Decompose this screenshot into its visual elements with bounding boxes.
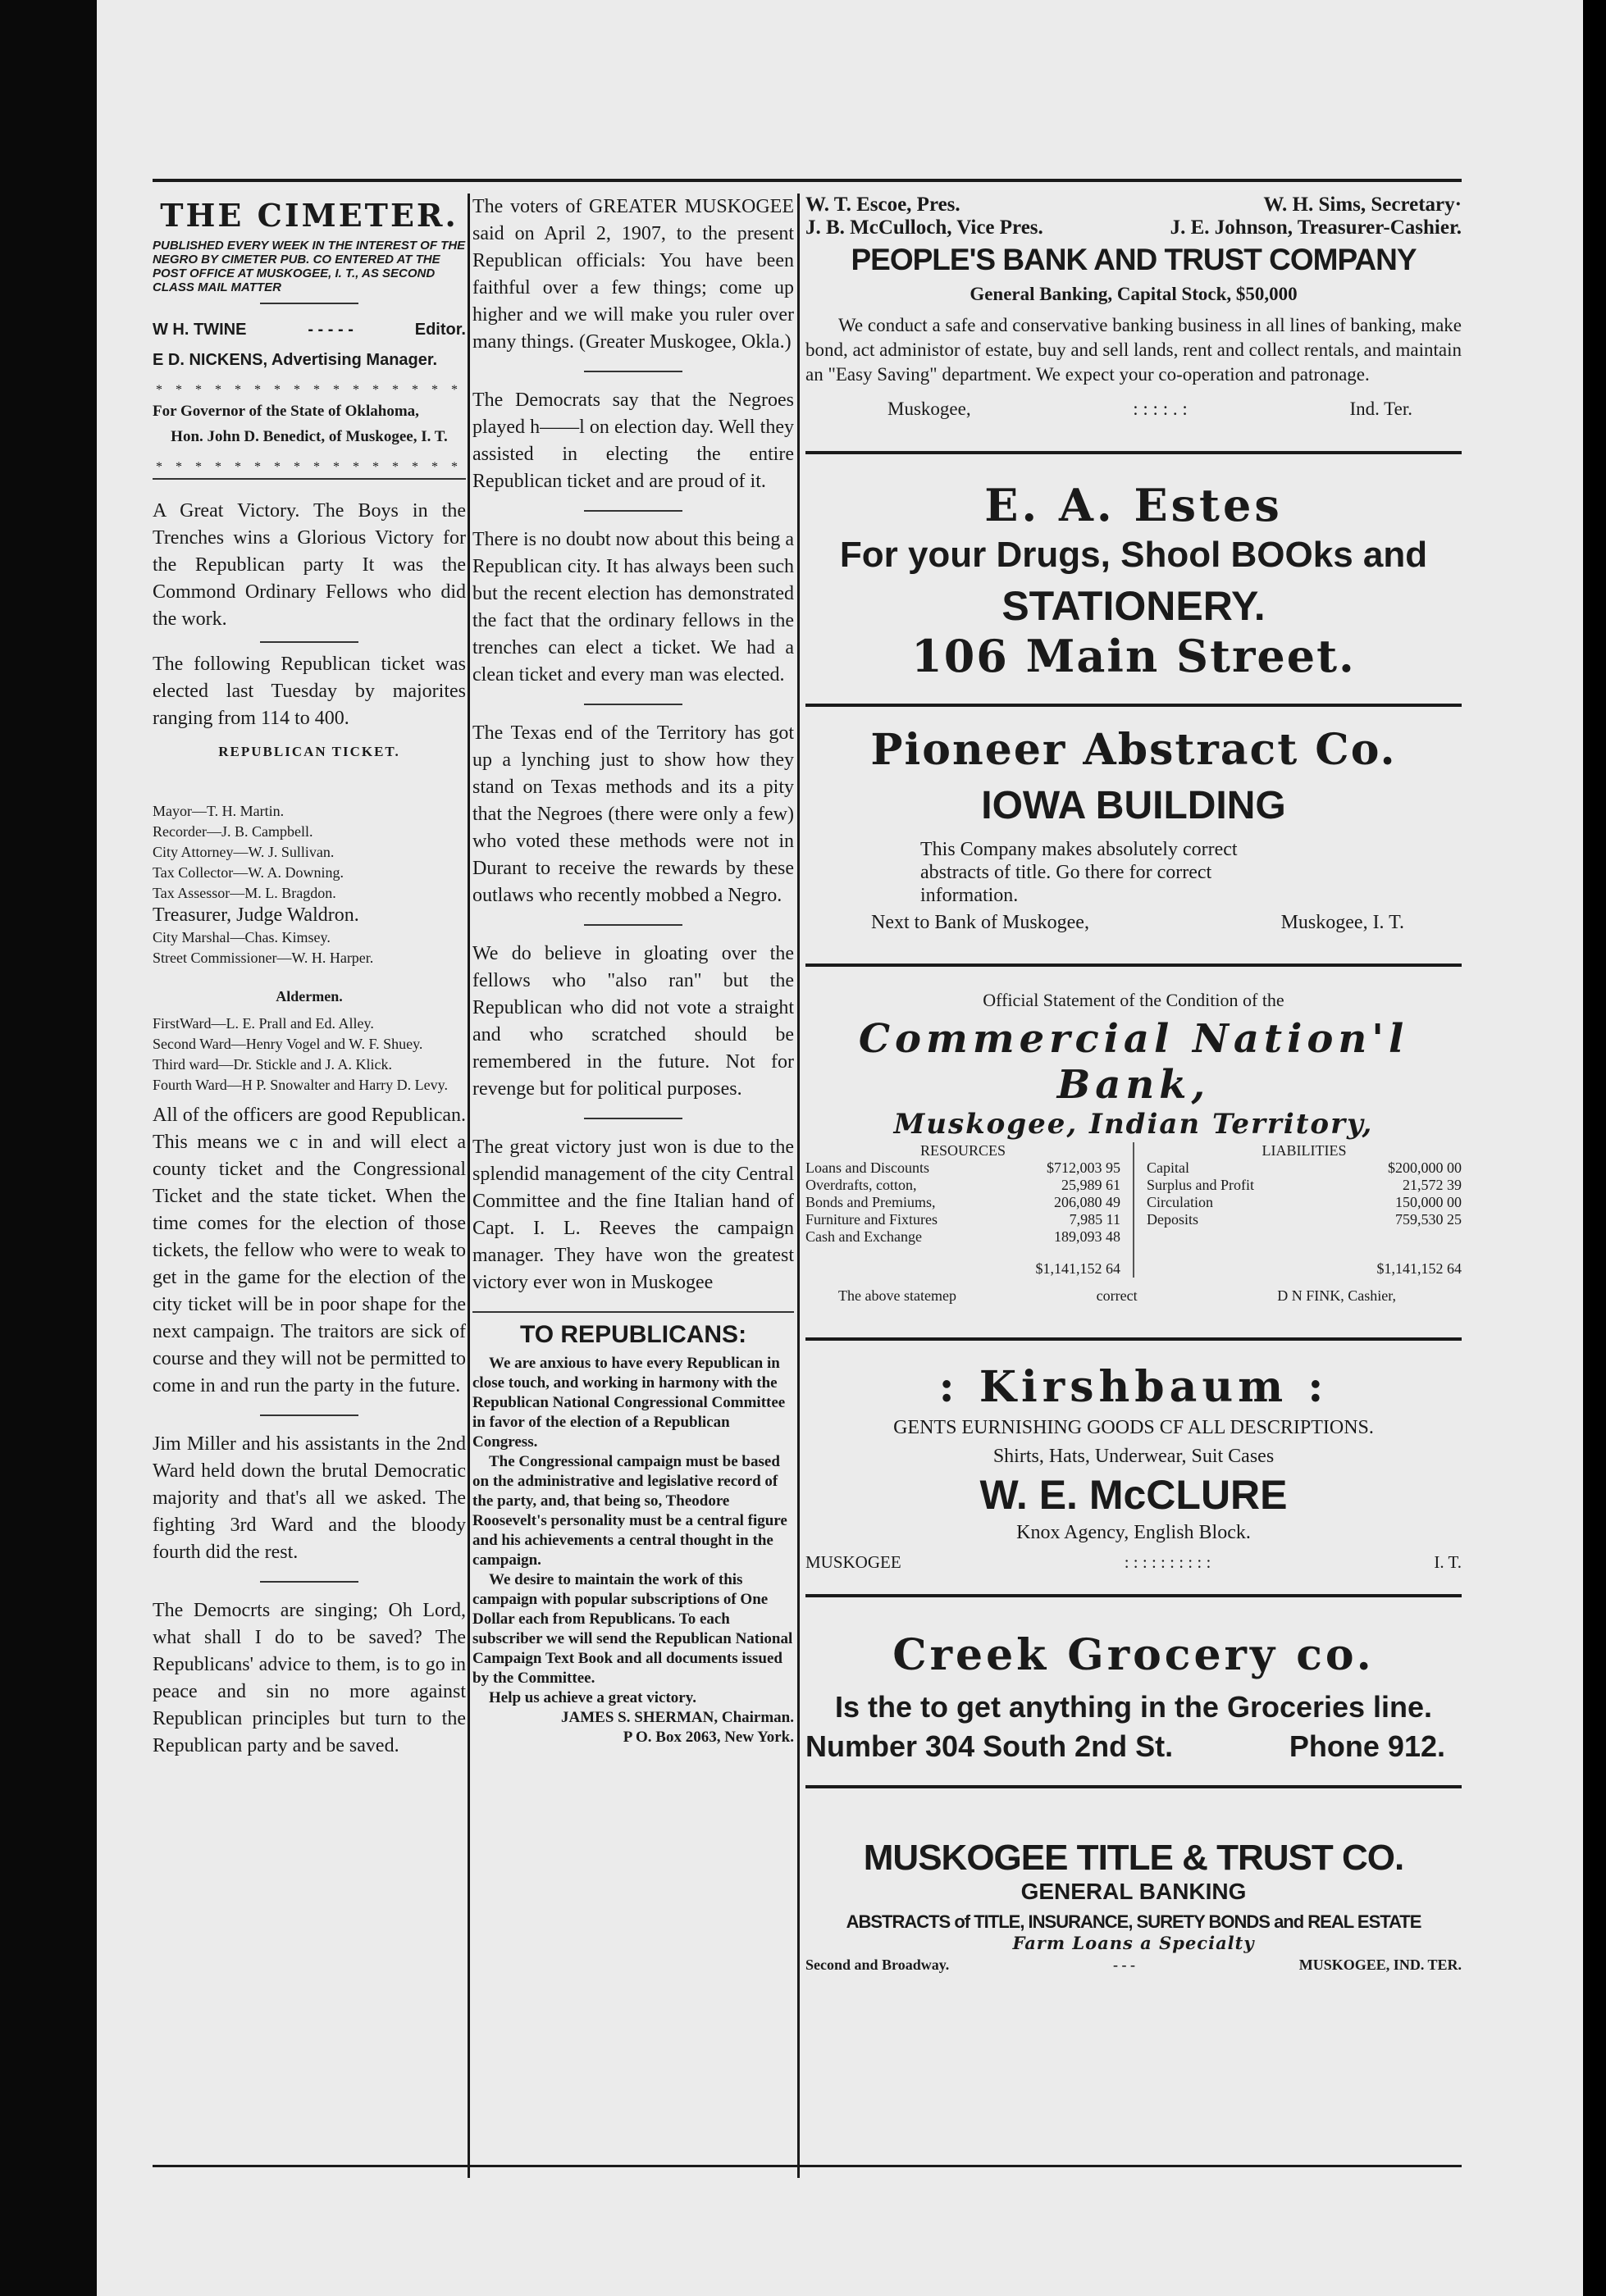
article-republican-city: There is no doubt now about this being a Republican city. It has always been such but the recent election has demonstrated the fact that the ordinary fellows in the trenches can elect a ticket. We had a clean ticket and every man was elected. xyxy=(472,529,794,686)
masthead-title: THE CIMETER. xyxy=(160,197,459,234)
divider xyxy=(584,371,682,372)
list-item: Fourth Ward—H P. Snowalter and Harry D. Levy. xyxy=(153,1077,448,1093)
divider xyxy=(584,704,682,705)
governor-line-1: For Governor of the State of Oklahoma, xyxy=(153,403,419,420)
top-rule xyxy=(153,179,1462,182)
ad-peoples-bank: W. T. Escoe, Pres. W. H. Sims, Secretary· J. B. McCulloch, Vice Pres. J. E. Johnson, Treasurer-Cashier. PEOPLE'S BANK AND TRUST COMPANY General Banking, Capital Stock, $50,000 We conduct a safe and conservative banking business in all lines of banking, make bond, act administor of estate, buy and sell lands, rent and collect rentals, and maintain an "Easy Saving" department. We expect your co-operation and patronage. Muskogee, : : : : . : Ind. Ter. xyxy=(805,194,1462,419)
article-democrats-singing: The Democrts are singing; Oh Lord, what shall I do to be saved? The Republicans' advice to them, is to go in peace and sin no more against Republican principles but turn to the Republican party and be saved. xyxy=(153,1600,466,1756)
article-gloating: We do believe in gloating over the fellows who "also ran" but the Republican who did not vote a straight and who scratched should be remembered in the future. Not for revenge but for political purposes. xyxy=(472,943,794,1100)
governor-line-2: Hon. John D. Benedict, of Muskogee, I. T. xyxy=(171,428,448,445)
bank-capital: General Banking, Capital Stock, $50,000 xyxy=(970,284,1298,304)
signature-chairman: JAMES S. SHERMAN, Chairman. xyxy=(561,1709,794,1726)
article-great-victory: A Great Victory. The Boys in the Trenches wins a Glorious Victory for the Republican party It was the Commond Ordinary Fellows who did the work. xyxy=(153,500,466,630)
column-2 xyxy=(472,194,794,1747)
republicans-paragraph: We are anxious to have every Republican in close touch, and working in harmony with the Republican National Congressional Committee in favor of the election of a Republican Congress. xyxy=(472,1355,786,1451)
divider xyxy=(260,1581,358,1583)
ad-divider xyxy=(805,451,1462,454)
resources-table: RESOURCES Loans and Discounts $712,003 95 Overdrafts, cotton, 25,989 61 Bonds and Premiums, 206,080 49 Furniture and Fixtures 7,985 11 Cash and Exchange 189,093 48 $1,141,152 64 xyxy=(805,1142,1120,1277)
star-divider-2: * * * * * * * * * * * * * * * * xyxy=(156,460,463,474)
divider xyxy=(153,478,466,480)
scan-border xyxy=(0,0,97,2296)
editor-role: Editor. xyxy=(414,321,466,339)
list-item: Recorder—J. B. Campbell. xyxy=(153,823,313,840)
column-1 xyxy=(153,194,466,1760)
ad-divider xyxy=(805,1337,1462,1341)
divider xyxy=(584,510,682,512)
divider xyxy=(584,924,682,926)
list-item: Tax Assessor—M. L. Bragdon. xyxy=(153,885,336,901)
article-ticket-elected: The following Republican ticket was elected last Tuesday by majorites ranging from 114 to 400. xyxy=(153,654,466,729)
publication-note: PUBLISHED EVERY WEEK IN THE INTEREST OF THE NEGRO BY CIMETER PUB. CO ENTERED AT THE POST OFFICE AT MUSKOGEE, I. T., AS SECOND CLASS MAIL MATTER xyxy=(153,239,466,294)
divider xyxy=(472,1311,794,1313)
article-jim-miller: Jim Miller and his assistants in the 2nd Ward held down the brutal Democratic majority and that's all we asked. The fighting 3rd Ward and the bloody fourth did the rest. xyxy=(153,1433,466,1563)
editor-name: W H. TWINE xyxy=(153,321,247,339)
article-greater-muskogee: The voters of GREATER MUSKOGEE said on April 2, 1907, to the present Republican officials: You have been faithful over a few things; come up higher and we will make you ruler over many things. (Greater Muskogee, Okla.) xyxy=(472,196,794,353)
divider xyxy=(584,1118,682,1119)
divider xyxy=(260,303,358,304)
ad-title-trust: MUSKOGEE TITLE & TRUST CO. GENERAL BANKING ABSTRACTS of TITLE, INSURANCE, SURETY BONDS and REAL ESTATE Farm Loans a Specialty Second and Broadway. - - - MUSKOGEE, IND. TER. xyxy=(805,1838,1462,1973)
list-item: FirstWard—L. E. Prall and Ed. Alley. xyxy=(153,1015,374,1032)
article-great-victory-won: The great victory just won is due to the splendid management of the city Central Committee and the fine Italian hand of Capt. I. L. Reeves the campaign manager. They have won the greatest victory ever won in Muskogee xyxy=(472,1137,794,1293)
republicans-paragraph: Help us achieve a great victory. xyxy=(489,1689,696,1706)
column-divider-1 xyxy=(468,194,470,2178)
bank-body: We conduct a safe and conservative banking business in all lines of banking, make bond, act administor of estate, buy and sell lands, rent and collect rentals, and maintain an "Easy Saving" department. We expect your co-operation and patronage. xyxy=(805,315,1462,385)
ad-divider xyxy=(805,1594,1462,1597)
officer-list xyxy=(153,801,466,1096)
bottom-rule xyxy=(153,2165,1462,2167)
star-divider: * * * * * * * * * * * * * * * * xyxy=(156,383,463,397)
list-item: Street Commissioner—W. H. Harper. xyxy=(153,950,374,966)
column-divider xyxy=(1133,1142,1134,1278)
signature-address: P O. Box 2063, New York. xyxy=(623,1729,794,1746)
list-item: Mayor—T. H. Martin. xyxy=(153,803,285,819)
advertising-line: E D. NICKENS, Advertising Manager. xyxy=(153,351,438,369)
ad-pioneer-abstract: Pioneer Abstract Co. IOWA BUILDING This Company makes absolutely correct abstracts of title. Go there for correct information. Next to Bank of Muskogee, Muskogee, I. T. xyxy=(870,725,1404,933)
list-item: City Attorney—W. J. Sullivan. xyxy=(153,844,335,860)
article-texas-lynching: The Texas end of the Territory has got up a lynching just to show how they stand on Texas methods and its a pity that the Negroes (there were only a few) who voted these methods were not in Durant to receive the rewards by these outlaws who recently mobbed a Negro. xyxy=(472,722,794,906)
editor-line xyxy=(153,321,466,339)
list-item: Tax Collector—W. A. Downing. xyxy=(153,864,344,881)
editor-dots: - - - - - xyxy=(308,321,354,339)
ad-creek-grocery: Creek Grocery co. Is the to get anything in the Groceries line. Number 304 South 2nd St. Phone 912. xyxy=(805,1630,1445,1763)
bank-name: PEOPLE'S BANK AND TRUST COMPANY xyxy=(851,243,1417,276)
aldermen-heading: Aldermen. xyxy=(276,988,343,1004)
ad-divider xyxy=(805,704,1462,707)
list-item: Treasurer, Judge Waldron. xyxy=(153,904,359,926)
article-democrats-say: The Democrats say that the Negroes played h——l on election day. Well they assisted in electing the entire Republican ticket and are proud of it. xyxy=(472,390,794,492)
liabilities-table: LIABILITIES Capital $200,000 00 Surplus and Profit 21,572 39 Circulation 150,000 00 Deposits 759,530 25 $1,141,152 64 xyxy=(1147,1142,1462,1277)
divider xyxy=(260,1414,358,1416)
article-officers: All of the officers are good Republican. This means we c in and will elect a county ticket and the Congressional Ticket and the state ticket. When the time comes for the election of those tickets, the fellow who were to weak to get in the game for the election of the city ticket will be in poor shape for the next campaign. The traitors are sick of course and they will not be permitted to come in and run the party in the future. xyxy=(153,1105,466,1396)
ad-commercial-bank: Official Statement of the Condition of the Commercial Nation'l Bank, Muskogee, Indian Territory, RESOURCES Loans and Discounts $712,003 95 Overdrafts, cotton, 25,989 61 Bonds and Premiums, 206,080 49 Furniture and Fixtures 7,985 11 Cash and Exchange 189,093 48 $1,141,152 64 LIABILITIES Capital $200,000 00 Surplus and Profit 21,572 39 Circulation 150,000 00 Deposits 759,530 25 $1,141,152 64 The above statemep correct D N FINK, Cashier, xyxy=(805,990,1462,1304)
estes-name: E. A. Estes xyxy=(984,479,1283,531)
column-divider-2 xyxy=(797,194,800,2178)
list-item: City Marshal—Chas. Kimsey. xyxy=(153,929,331,945)
ad-estes-drugs: E. A. Estes For your Drugs, Shool BOOks and STATIONERY. 106 Main Street. xyxy=(805,479,1462,682)
divider xyxy=(260,641,358,643)
list-item: Second Ward—Henry Vogel and W. F. Shuey. xyxy=(153,1036,423,1052)
ad-kirshbaum: : Kirshbaum : GENTS EURNISHING GOODS CF ALL DESCRIPTIONS. Shirts, Hats, Underwear, Suit Cases W. E. McCLURE Knox Agency, English Block. MUSKOGEE : : : : : : : : : : I. T. xyxy=(805,1362,1462,1572)
ticket-heading: REPUBLICAN TICKET. xyxy=(218,744,400,759)
ad-divider xyxy=(805,1785,1462,1788)
to-republicans-heading: TO REPUBLICANS: xyxy=(519,1321,747,1348)
republicans-paragraph: We desire to maintain the work of this campaign with popular subscriptions of One Dollar each from Republicans. To each subscriber we will send the Republican National Campaign Text Book and all documents issued by the Committee. xyxy=(472,1571,793,1687)
republicans-paragraph: The Congressional campaign must be based on the administrative and legislative record of the party, and, that being so, Theodore Roosevelt's personality must be a central figure and his achievements a central thought in the campaign. xyxy=(472,1453,787,1569)
ad-divider xyxy=(805,963,1462,967)
list-item: Third ward—Dr. Stickle and J. A. Klick. xyxy=(153,1056,392,1073)
column-3-ads xyxy=(805,194,1462,1974)
